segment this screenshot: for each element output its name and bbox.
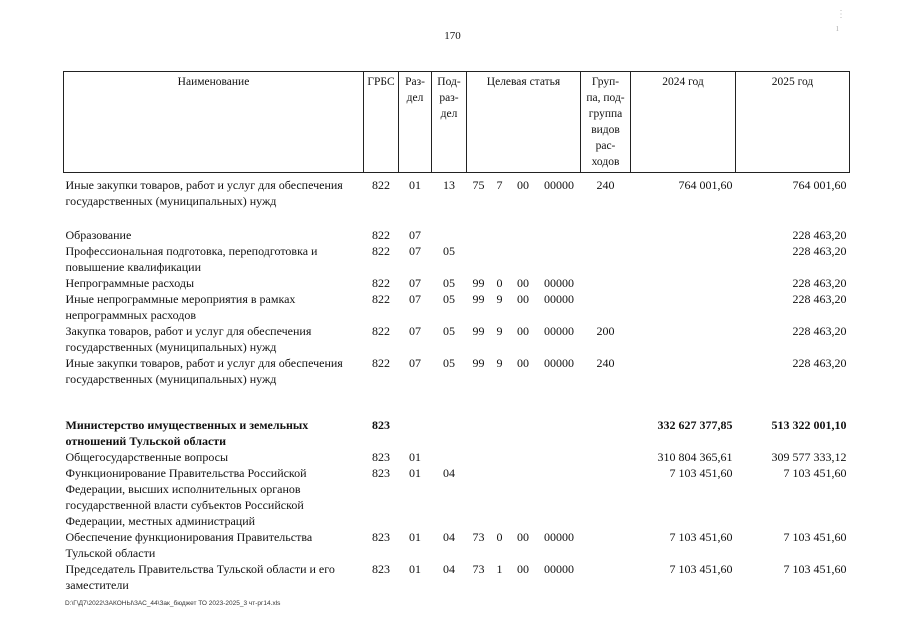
amount-2025-cell: 228 463,20	[792, 244, 847, 258]
amount-2025-cell: 228 463,20	[792, 276, 847, 290]
row-name-cell: Обеспечение функционирования Правительства Тульской области	[65, 530, 313, 560]
target-part1-cell	[467, 449, 491, 465]
table-body	[64, 173, 850, 594]
amount-2024-cell	[631, 243, 736, 275]
amount-2025-cell: 7 103 451,60	[783, 530, 847, 544]
expense-group-cell	[581, 387, 631, 449]
amount-2025-cell: 513 322 001,10	[771, 418, 847, 432]
col-header-2025: 2025 год	[736, 72, 850, 173]
target-part3-cell	[509, 387, 538, 449]
razdel-cell: 07	[409, 292, 421, 306]
target-part1-cell	[467, 243, 491, 275]
expense-group-cell	[581, 465, 631, 529]
amount-2025-cell: 228 463,20	[792, 292, 847, 306]
razdel-cell	[399, 387, 432, 449]
target-part3-cell	[509, 465, 538, 529]
target-part4-cell	[538, 387, 581, 449]
razdel-cell: 01	[409, 562, 421, 576]
amount-2025-cell: 228 463,20	[792, 356, 847, 370]
target-part4-cell	[538, 243, 581, 275]
table-row	[64, 209, 850, 243]
table-row	[64, 449, 850, 465]
row-name-cell: Образование	[65, 228, 132, 242]
grbs-cell: 822	[372, 356, 390, 370]
target-part3-cell: 00	[517, 276, 529, 290]
grbs-cell: 823	[372, 562, 390, 576]
col-header-2024: 2024 год	[631, 72, 736, 173]
razdel-cell: 01	[409, 450, 421, 464]
expense-group-cell	[581, 243, 631, 275]
target-part4-cell: 00000	[544, 562, 574, 576]
table-row	[64, 291, 850, 323]
amount-2024-cell	[631, 323, 736, 355]
podrazdel-cell: 05	[443, 356, 455, 370]
target-part4-cell: 00000	[544, 178, 574, 192]
col-header-target: Целевая статья	[467, 72, 581, 173]
row-name-cell: Непрограммные расходы	[65, 276, 195, 290]
target-part1-cell: 73	[472, 530, 485, 544]
podrazdel-cell	[432, 387, 467, 449]
expense-group-cell	[581, 529, 631, 561]
target-part1-cell: 99	[472, 356, 485, 370]
grbs-cell: 823	[372, 530, 390, 544]
row-name-cell: Иные закупки товаров, работ и услуг для обеспечения государственных (муниципальных) нужд	[65, 356, 343, 386]
expense-group-cell: 200	[596, 324, 615, 338]
razdel-cell: 07	[409, 356, 421, 370]
target-part2-cell	[491, 243, 509, 275]
row-name-cell: Функционирование Правительства Российской Федерации, высших исполнительных органов государственной власти субъектов Российской Федерации, местных администраций	[65, 466, 307, 528]
amount-2024-cell: 764 001,60	[678, 178, 733, 192]
target-part2-cell	[491, 209, 509, 243]
podrazdel-cell: 13	[443, 178, 455, 192]
expense-group-cell	[581, 209, 631, 243]
amount-2024-cell	[631, 291, 736, 323]
grbs-cell: 823	[372, 418, 390, 432]
amount-2024-cell: 310 804 365,61	[657, 450, 733, 464]
amount-2025-cell: 764 001,60	[792, 178, 847, 192]
target-part4-cell: 00000	[544, 292, 574, 306]
razdel-cell: 07	[409, 244, 421, 258]
target-part4-cell	[538, 209, 581, 243]
podrazdel-cell: 05	[443, 292, 455, 306]
podrazdel-cell: 05	[443, 276, 455, 290]
target-part1-cell: 99	[472, 292, 485, 306]
table-row	[64, 387, 850, 449]
target-part3-cell	[509, 449, 538, 465]
target-part3-cell: 00	[517, 292, 529, 306]
razdel-cell: 07	[409, 228, 421, 242]
target-part2-cell: 9	[496, 356, 503, 370]
table-row	[64, 465, 850, 529]
target-part1-cell	[467, 209, 491, 243]
amount-2024-cell: 7 103 451,60	[669, 530, 733, 544]
expense-group-cell	[581, 561, 631, 593]
target-part1-cell	[467, 465, 491, 529]
target-part4-cell: 00000	[544, 324, 574, 338]
target-part1-cell: 75	[472, 178, 485, 192]
podrazdel-cell: 05	[443, 324, 455, 338]
amount-2024-cell: 332 627 377,85	[657, 418, 733, 432]
expense-group-cell	[581, 275, 631, 291]
target-part2-cell: 1	[496, 562, 503, 576]
razdel-cell: 01	[409, 466, 421, 480]
target-part2-cell	[491, 449, 509, 465]
table-row	[64, 243, 850, 275]
razdel-cell: 07	[409, 324, 421, 338]
table-row	[64, 529, 850, 561]
expense-group-cell: 240	[596, 356, 615, 370]
target-part1-cell: 99	[472, 276, 485, 290]
target-part4-cell	[538, 465, 581, 529]
target-part2-cell	[491, 465, 509, 529]
target-part2-cell	[491, 387, 509, 449]
col-header-grbs: ГРБС	[364, 72, 399, 173]
razdel-cell: 07	[409, 276, 421, 290]
grbs-cell: 822	[372, 276, 390, 290]
scan-mark: ⋮	[836, 9, 846, 20]
podrazdel-cell: 04	[443, 466, 455, 480]
target-part3-cell: 00	[517, 562, 529, 576]
podrazdel-cell	[432, 209, 467, 243]
grbs-cell: 822	[372, 244, 390, 258]
razdel-cell: 01	[409, 178, 421, 192]
scan-mark: ı	[836, 23, 839, 34]
table-row	[64, 561, 850, 593]
budget-table	[63, 71, 850, 593]
col-header-razdel: Раз- дел	[399, 72, 432, 173]
grbs-cell: 823	[372, 466, 390, 480]
amount-2025-cell: 309 577 333,12	[771, 450, 847, 464]
target-part3-cell	[509, 243, 538, 275]
target-part4-cell	[538, 449, 581, 465]
expense-group-cell: 240	[596, 178, 615, 192]
col-header-name: Наименование	[64, 72, 364, 173]
row-name-cell: Министерство имущественных и земельных отношений Тульской области	[65, 418, 309, 448]
footer-file-path: D:\Г\Д7\2022\ЗАКОНЫ\ЗАС_44\Зак_бюджет ТО 2023-2025_3 чт-рг14.xls	[65, 600, 281, 607]
table-row	[64, 323, 850, 355]
row-name-cell: Профессиональная подготовка, переподготовка и повышение квалификации	[65, 244, 318, 274]
target-part1-cell	[467, 387, 491, 449]
target-part2-cell: 7	[496, 178, 503, 192]
amount-2024-cell	[631, 209, 736, 243]
target-part3-cell: 00	[517, 530, 529, 544]
row-name-cell: Закупка товаров, работ и услуг для обеспечения государственных (муниципальных) нужд	[65, 324, 312, 354]
table-header-row	[64, 72, 850, 173]
target-part3-cell: 00	[517, 178, 529, 192]
grbs-cell: 823	[372, 450, 390, 464]
podrazdel-cell	[432, 449, 467, 465]
expense-group-cell	[581, 449, 631, 465]
table-row	[64, 173, 850, 210]
target-part3-cell	[509, 209, 538, 243]
amount-2025-cell: 228 463,20	[792, 228, 847, 242]
podrazdel-cell: 04	[443, 562, 455, 576]
target-part2-cell: 9	[496, 292, 503, 306]
target-part3-cell: 00	[517, 356, 529, 370]
row-name-cell: Общегосударственные вопросы	[65, 450, 229, 464]
target-part1-cell: 99	[472, 324, 485, 338]
table-row	[64, 355, 850, 387]
target-part1-cell: 73	[472, 562, 485, 576]
amount-2024-cell: 7 103 451,60	[669, 562, 733, 576]
target-part4-cell: 00000	[544, 356, 574, 370]
amount-2025-cell: 7 103 451,60	[783, 466, 847, 480]
grbs-cell: 822	[372, 324, 390, 338]
amount-2025-cell: 228 463,20	[792, 324, 847, 338]
amount-2024-cell	[631, 355, 736, 387]
grbs-cell: 822	[372, 292, 390, 306]
expense-group-cell	[581, 291, 631, 323]
col-header-podrazdel: Под- раз- дел	[432, 72, 467, 173]
row-name-cell: Иные закупки товаров, работ и услуг для обеспечения государственных (муниципальных) нужд	[65, 178, 343, 208]
grbs-cell: 822	[372, 228, 390, 242]
target-part2-cell: 0	[496, 530, 503, 544]
amount-2025-cell: 7 103 451,60	[783, 562, 847, 576]
amount-2024-cell	[631, 275, 736, 291]
page-number: 170	[444, 30, 461, 42]
podrazdel-cell: 05	[443, 244, 455, 258]
razdel-cell: 01	[409, 530, 421, 544]
podrazdel-cell: 04	[443, 530, 455, 544]
row-name-cell: Председатель Правительства Тульской области и его заместители	[65, 562, 335, 592]
grbs-cell: 822	[372, 178, 390, 192]
target-part4-cell: 00000	[544, 530, 574, 544]
target-part2-cell: 0	[496, 276, 503, 290]
target-part4-cell: 00000	[544, 276, 574, 290]
target-part2-cell: 9	[496, 324, 503, 338]
col-header-group: Груп- па, под- группа видов рас- ходов	[581, 72, 631, 173]
target-part3-cell: 00	[517, 324, 529, 338]
amount-2024-cell: 7 103 451,60	[669, 466, 733, 480]
row-name-cell: Иные непрограммные мероприятия в рамках непрограммных расходов	[65, 292, 296, 322]
table-row	[64, 275, 850, 291]
